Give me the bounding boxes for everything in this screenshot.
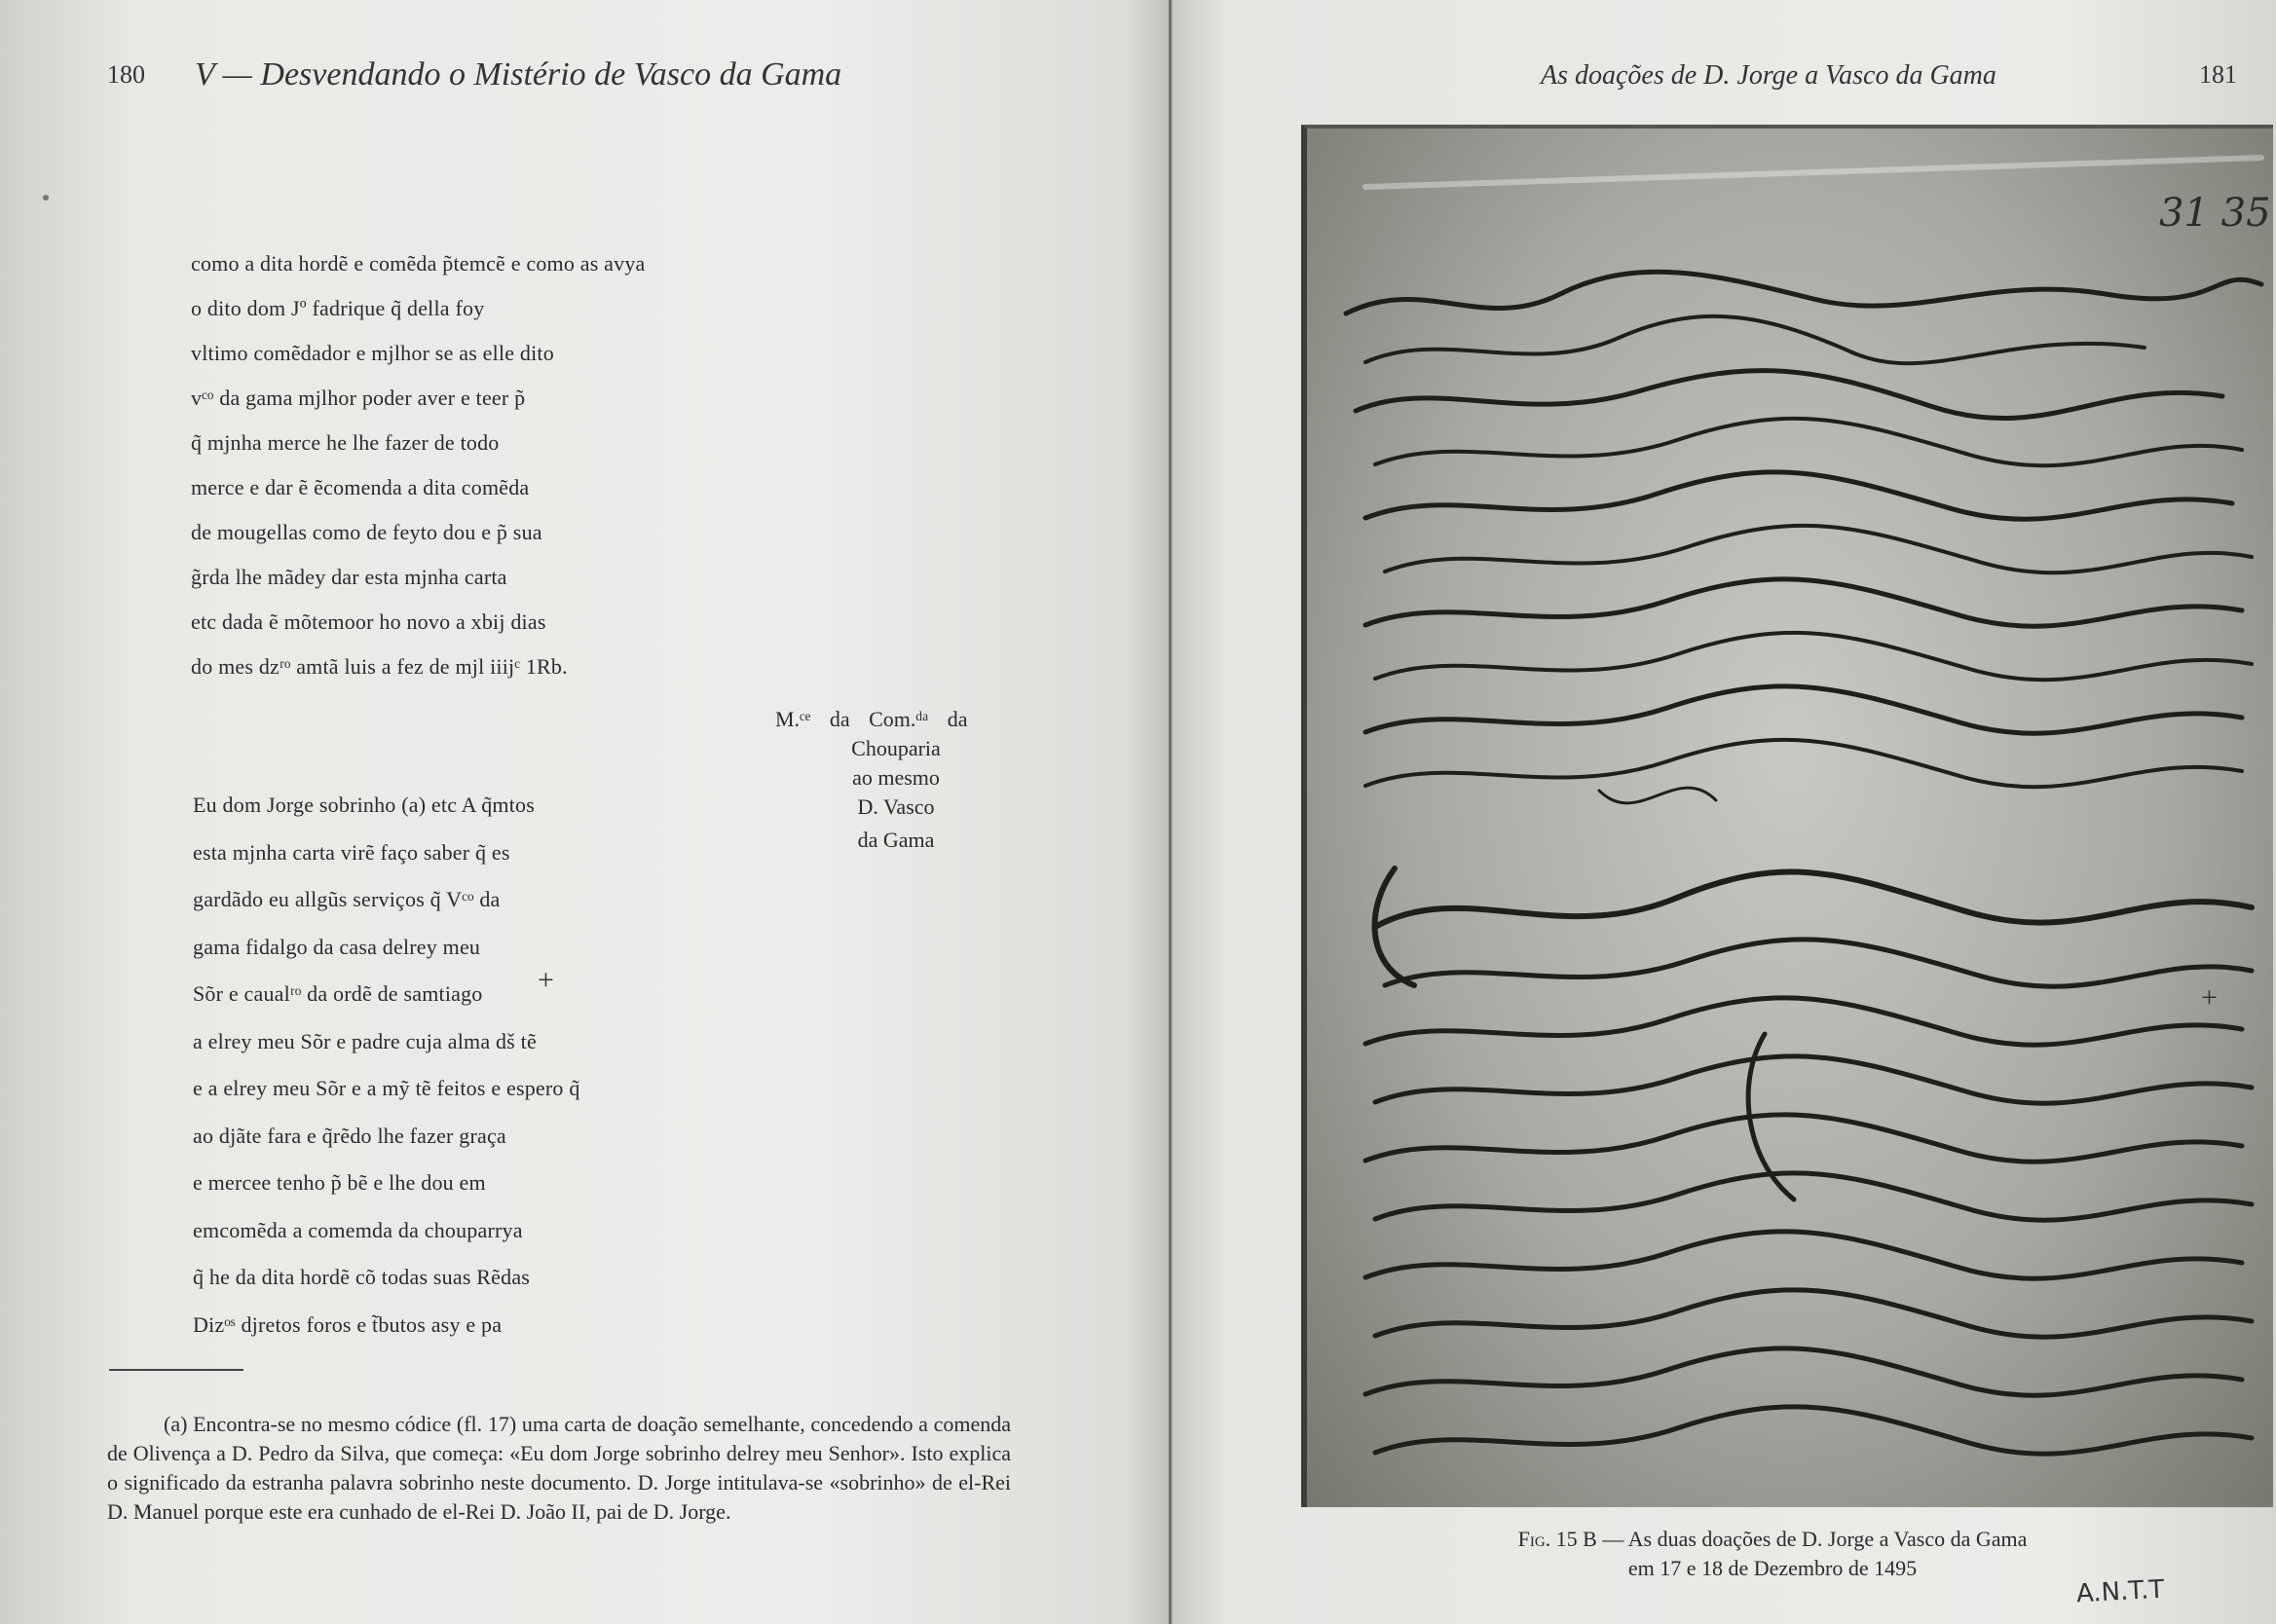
margin-note	[769, 705, 1023, 855]
archive-stamp: A.N.T.T	[2075, 1574, 2165, 1609]
left-running-title: V — Desvendando o Mistério de Vasco da Gama	[195, 56, 842, 92]
figure-caption	[1422, 1525, 2123, 1583]
transcription-line: e mercee tenho p̃ bẽ e lhe dou em	[193, 1170, 486, 1195]
manuscript-handwriting	[1307, 129, 2273, 1507]
transcription-line: gardãdo eu allgũs serviços q̃ Vᶜᵒ da	[193, 887, 501, 911]
caption-line-2: em 17 e 18 de Dezembro de 1495	[1627, 1556, 1918, 1580]
transcription-line: do mes dzʳᵒ amtã luis a fez de mjl iiijᶜ 1Rb.	[191, 654, 568, 679]
left-page-number: 180	[107, 60, 145, 89]
transcription-line: q̃ mjnha merce he lhe fazer de todo	[191, 430, 500, 455]
transcription-line: etc dada ẽ mõtemoor ho novo a xbij dias	[191, 609, 546, 634]
right-running-title: As doações de D. Jorge a Vasco da Gama	[1541, 60, 1996, 91]
footnote-text: Encontra-se no mesmo códice (fl. 17) uma carta de doação semelhante, concedendo a comenda de Olivença a D. Pedro da Silva, que começa: «Eu dom Jorge sobrinho delrey meu Senhor». Isto explica o significado da estranha palavra sobrinho neste documento. D. Jorge intitulava-se «sobrinho» de el-Rei D. Manuel porque este era cunhado de el-Rei D. João II, pai de D. Jorge.	[107, 1412, 1011, 1524]
transcription-line: Sõr e caualʳᵒ da ordẽ de samtiago	[193, 981, 483, 1006]
transcription-line: g̃rda lhe mãdey dar esta mjnha carta	[191, 565, 507, 589]
transcription-line: o dito dom Jº fadrique q̃ della foy	[191, 296, 485, 320]
folio-number: 31 35	[2159, 191, 2271, 236]
margin-note-line: da Gama	[857, 828, 935, 852]
transcription-line: como a dita hordẽ e comẽda p̃temcẽ e como as avya	[191, 251, 646, 276]
caption-line-1: — As duas doações de D. Jorge a Vasco da Gama	[1602, 1527, 2028, 1551]
footnote-rule	[109, 1369, 243, 1371]
transcription-line: vltimo comẽdador e mjlhor se as elle dito	[191, 341, 554, 365]
transcription-line: ao djãte fara e q̃rẽdo lhe fazer graça	[193, 1123, 506, 1148]
transcription-line: esta mjnha carta virẽ faço saber q̃ es	[193, 839, 510, 865]
right-page-number: 181	[2199, 60, 2237, 89]
transcription-line: a elrey meu Sõr e padre cuja alma dš tẽ	[193, 1028, 537, 1053]
transcription-line: emcomẽda a comemda da chouparrya	[193, 1217, 523, 1242]
footnote-marker: (a)	[164, 1412, 188, 1436]
transcription-line: q̃ he da dita hordẽ cõ todas suas Rẽdas	[193, 1265, 531, 1289]
book-gutter	[1169, 0, 1172, 1624]
transcription-line: Eu dom Jorge sobrinho (a) etc A q̃mtos	[193, 793, 536, 817]
footnote	[107, 1410, 1011, 1527]
transcription-line: de mougellas como de feyto dou e p̃ sua	[191, 520, 542, 544]
transcription-line: e a elrey meu Sõr e a mỹ tẽ feitos e espero q̃	[193, 1076, 580, 1100]
plus-mark: +	[2201, 981, 2218, 1014]
manuscript-facsimile	[1301, 125, 2273, 1507]
page-speck	[43, 195, 49, 201]
caption-label: Fig. 15 B	[1517, 1527, 1597, 1551]
margin-note-line: Chouparia	[851, 736, 941, 760]
plus-mark: +	[538, 964, 554, 996]
margin-note-line: ao mesmo	[852, 765, 940, 790]
margin-note-line: M.ᶜᵉ da Com.ᵈᵃ da	[775, 707, 968, 731]
transcription-line: Dizᵒˢ djretos foros e t̃butos asy e pa	[193, 1311, 503, 1337]
transcription-line: vᶜᵒ da gama mjlhor poder aver e teer p̃	[191, 386, 526, 410]
transcription-line: gama fidalgo da casa delrey meu	[193, 934, 481, 959]
margin-note-line: D. Vasco	[857, 794, 935, 819]
transcription-line: merce e dar ẽ ẽcomenda a dita comẽda	[191, 475, 530, 499]
